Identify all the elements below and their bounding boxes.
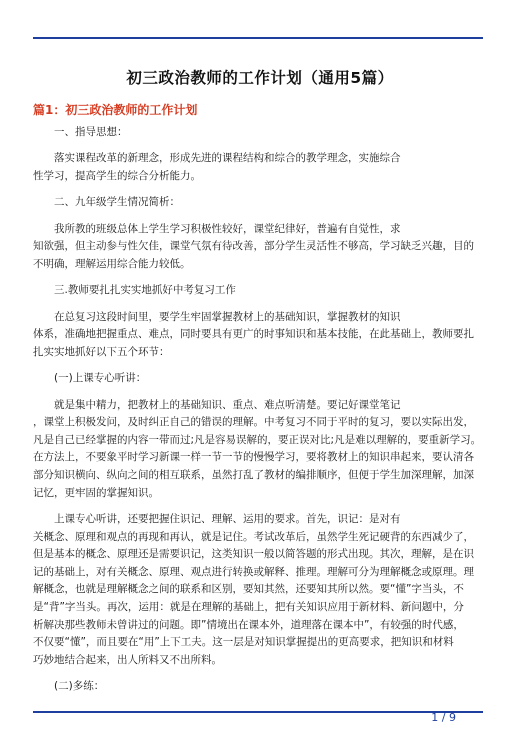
paragraph-gap <box>33 274 485 283</box>
header-rule <box>33 37 483 39</box>
paragraph-line: 落实课程改革的新理念，形成先进的课程结构和综合的教学理念，实施综合 <box>33 152 401 165</box>
paragraph-gap <box>33 362 485 371</box>
paragraph-gap <box>33 300 485 309</box>
paragraph-line: 关概念、原理和观点的再现和再认，就是记住。考试改革后，虽然学生死记硬背的东西减少了， <box>33 530 474 543</box>
paragraph-line: 在总复习这段时间里，要学生牢固掌握教材上的基础知识，掌握教材的知识 <box>33 310 401 323</box>
paragraph-line: 一、指导思想： <box>33 126 128 138</box>
paragraph-line: (一)上课专心听讲： <box>33 372 147 385</box>
paragraph-gap <box>33 142 485 151</box>
paragraph-line: 我所教的班级总体上学生学习积极性较好，课堂纪律好，普遍有自觉性，求 <box>33 222 401 235</box>
paragraph-line: 不明确，理解运用综合能力较低。 <box>33 257 191 270</box>
paragraph-gap <box>33 186 485 195</box>
paragraph-gap <box>33 502 485 511</box>
paragraph-line: 但是基本的概念、原理还是需要识记，这类知识一般以简答题的形式出现。其次，理解，是在识 <box>33 548 474 561</box>
document-body <box>33 124 485 696</box>
paragraph-line: 巧妙地结合起来，出人所料又不出所料。 <box>33 653 222 666</box>
paragraph-line: 记的基础上，对有关概念、原理、观点进行转换或解释、推理。理解可分为理解概念或原理。理 <box>33 565 474 578</box>
page-number: 1 / 9 <box>431 711 456 724</box>
paragraph-line: 知欲强，但主动参与性欠佳，课堂气氛有待改善，部分学生灵活性不够高，学习缺乏兴趣，目的 <box>33 240 474 253</box>
paragraph-line: 性学习，提高学生的综合分析能力。 <box>33 169 201 182</box>
paragraph-gap <box>33 212 485 221</box>
paragraph-line: 记忆，更牢固的掌握知识。 <box>33 486 159 499</box>
paragraph-gap <box>33 388 485 397</box>
paragraph-line: ，课堂上积极发问，及时纠正自己的错误的理解。中考复习不同于平时的复习，要以实际出发， <box>33 416 474 429</box>
paragraph-line: 解概念，也就是理解概念之间的联系和区别，要知其然，还要知其所以然。要“懂”字当头，不 <box>33 583 464 596</box>
paragraph-line: 部分知识横向、纵向之间的相互联系，虽然打乱了教材的编排顺序，但便于学生加深理解，加深 <box>33 469 474 482</box>
paragraph-line: 二、九年级学生情况简析： <box>33 196 180 209</box>
section-heading: 篇1：初三政治教师的工作计划 <box>33 103 198 117</box>
paragraph-line: 在方法上，不要象平时学习新课一样一节一节的慢慢学习，要将教材上的知识串起来，要认清各 <box>33 451 474 464</box>
paragraph-line: (二)多练： <box>33 680 105 693</box>
paragraph-line: 析解决那些教师未曾讲过的问题。即”情境出在课本外，道理落在课本中”，有较强的时代感， <box>33 618 464 631</box>
paragraph-line: 凡是自己已经掌握的内容一带而过;凡是容易误解的，要正误对比;凡是难以理解的，要重新学习。 <box>33 433 482 446</box>
paragraph-line: 三.教师要扎扎实实地抓好中考复习工作 <box>33 284 236 297</box>
document-title: 初三政治教师的工作计划（通用5篇） <box>126 69 394 87</box>
footer-rule <box>33 711 483 713</box>
paragraph-gap <box>33 669 485 678</box>
paragraph-line: 就是集中精力，把教材上的基础知识、重点、难点听清楚。要记好课堂笔记 <box>33 398 401 411</box>
paragraph-line: 扎实实地抓好以下五个环节： <box>33 345 170 358</box>
paragraph-line: 上课专心听讲，还要把握住识记、理解、运用的要求。首先，识记：是对有 <box>33 513 401 526</box>
paragraph-line: 体系，准确地把握重点、难点，同时要具有更广的时事知识和基本技能，在此基础上，教师要扎 <box>33 328 474 341</box>
paragraph-line: 不仅要“懂”，而且要在“用”上下工夫。这一层是对知识掌握提出的更高要求，把知识和材料 <box>33 636 454 649</box>
paragraph-line: 是“背”字当头。再次，运用：就是在理解的基础上，把有关知识应用于新材料、新问题中，分 <box>33 601 464 614</box>
